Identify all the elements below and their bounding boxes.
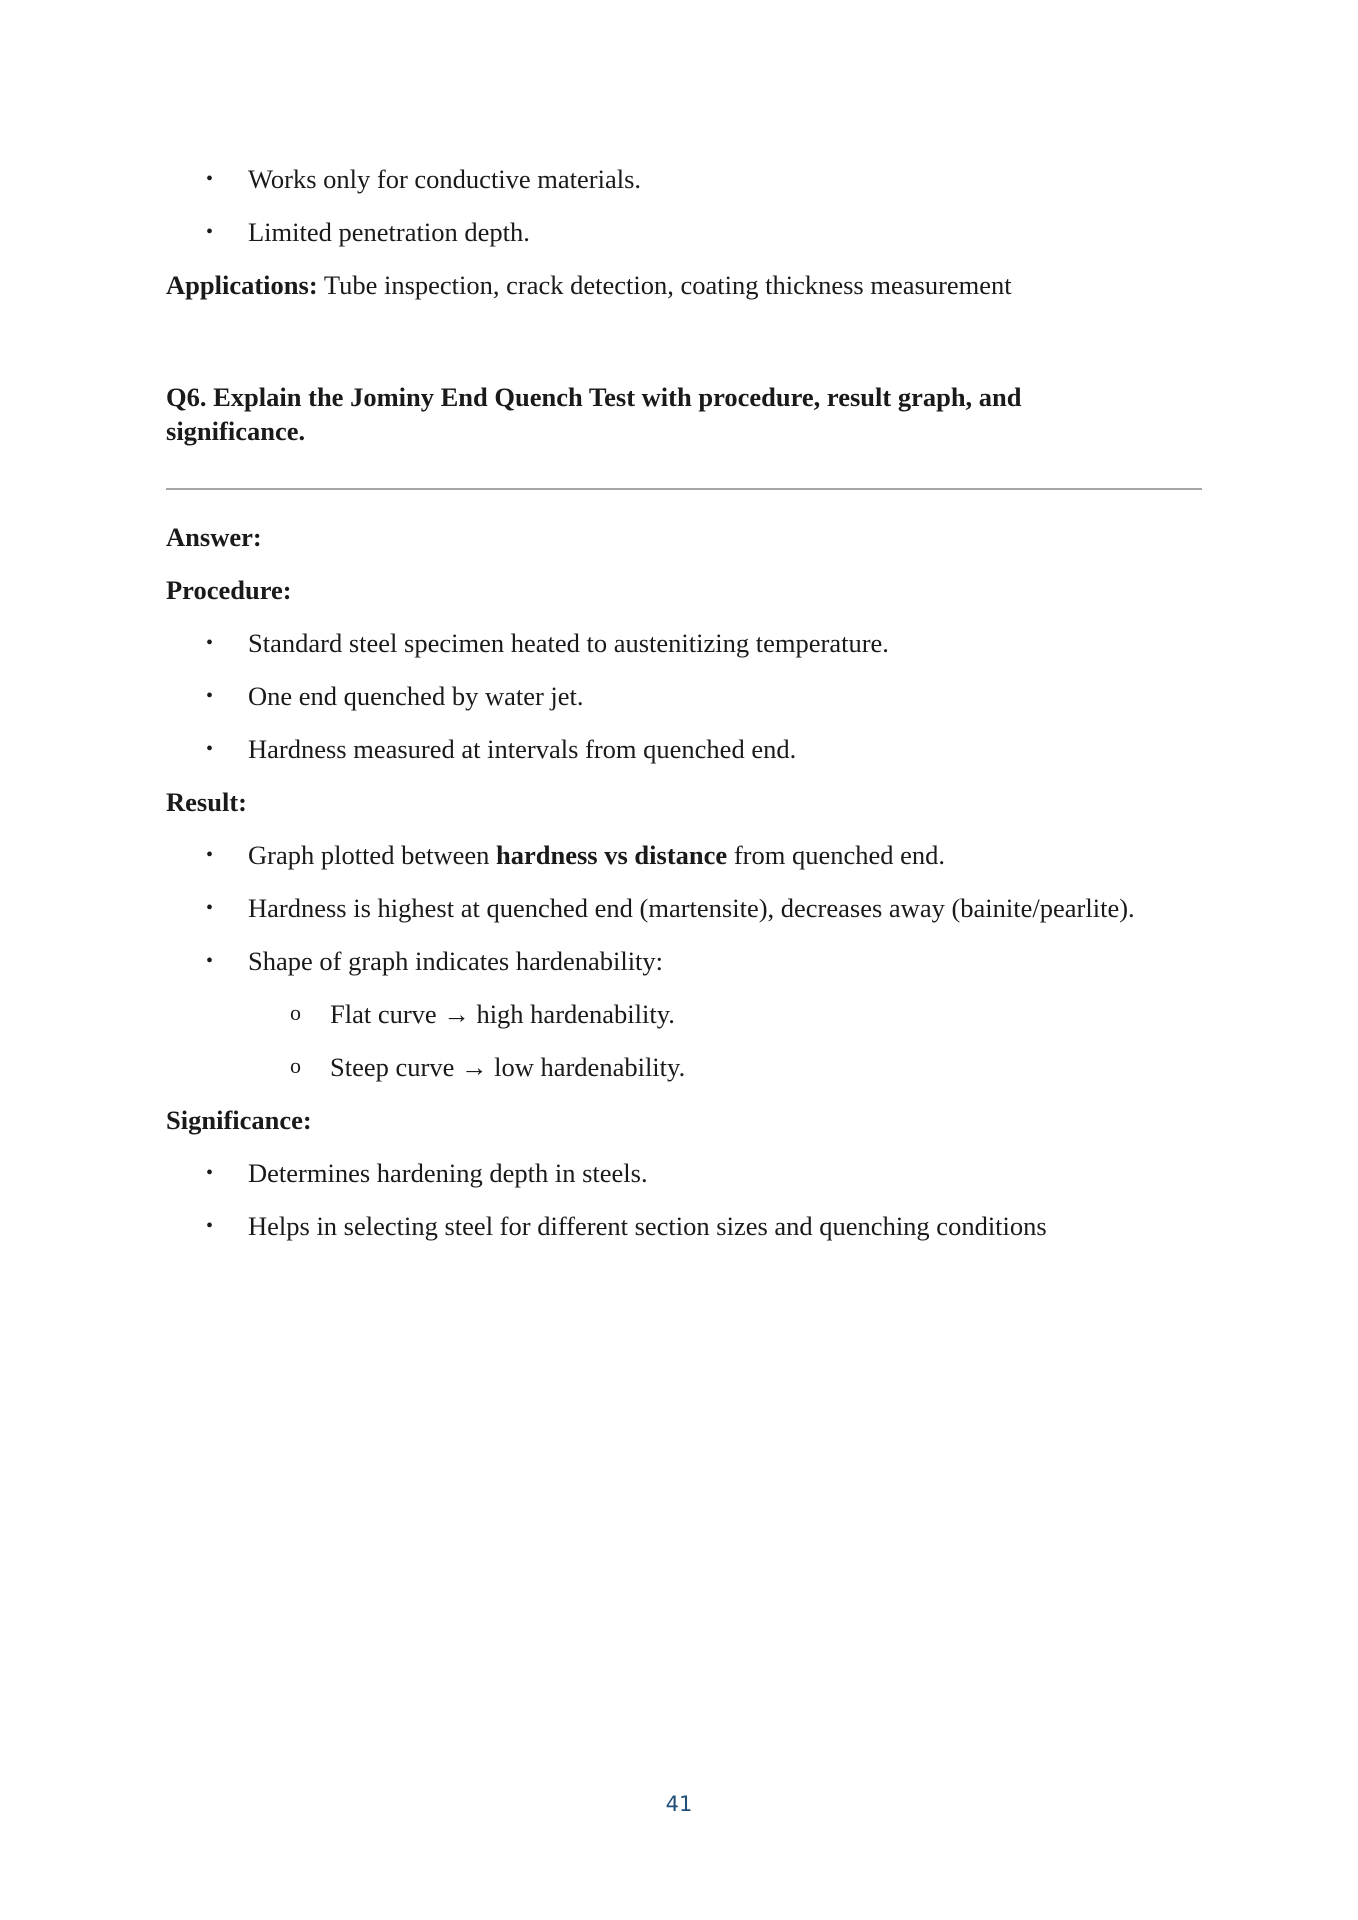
significance-list (166, 1154, 1206, 1245)
sub-list-item (248, 995, 1206, 1033)
list-item-text: Determines hardening depth in steels. (248, 1158, 648, 1188)
list-item-text: Hardness measured at intervals from quenched end. (248, 734, 797, 764)
result-heading: Result: (166, 787, 247, 817)
list-item (166, 624, 1206, 662)
bullet-icon: • (206, 1162, 214, 1184)
sub-list-item-text: Flat curve → high hardenability. (330, 999, 675, 1029)
applications-line (166, 266, 1206, 304)
answer-label: Answer: (166, 522, 262, 552)
applications-text: Tube inspection, crack detection, coating thickness measurement (317, 270, 1012, 300)
list-item-text-post: from quenched end. (727, 840, 945, 870)
list-item-text: Standard steel specimen heated to austenitizing temperature. (248, 628, 889, 658)
sub-list-item (248, 1048, 1206, 1086)
list-item (166, 677, 1206, 715)
list-item (166, 942, 1206, 1086)
procedure-list (166, 624, 1206, 768)
sub-list-item-text: Steep curve → low hardenability. (330, 1052, 686, 1082)
list-item-text: Works only for conductive materials. (248, 164, 642, 194)
list-item (166, 1207, 1206, 1245)
list-item (166, 1154, 1206, 1192)
page-number: 41 (665, 1792, 693, 1816)
list-item-text: One end quenched by water jet. (248, 681, 584, 711)
sub-bullet-icon: o (290, 1000, 301, 1025)
limitations-list (166, 160, 1206, 251)
list-item (166, 213, 1206, 251)
list-item-text: Helps in selecting steel for different section sizes and quenching conditions (248, 1211, 1047, 1241)
list-item-text: Shape of graph indicates hardenability: (248, 946, 664, 976)
horizontal-divider (166, 488, 1202, 490)
bullet-icon: • (206, 950, 214, 972)
bullet-icon: • (206, 1215, 214, 1237)
bullet-icon: • (206, 168, 214, 190)
bullet-icon: • (206, 738, 214, 760)
list-item-text-pre: Graph plotted between (248, 840, 496, 870)
hardenability-sublist (248, 995, 1206, 1086)
result-list (166, 836, 1206, 1086)
list-item (166, 160, 1206, 198)
significance-heading: Significance: (166, 1105, 312, 1135)
list-item-text: Limited penetration depth. (248, 217, 530, 247)
sub-bullet-icon: o (290, 1053, 301, 1078)
list-item (166, 836, 1206, 874)
page-content (166, 160, 1206, 1260)
bullet-icon: • (206, 844, 214, 866)
bullet-icon: • (206, 897, 214, 919)
list-item (166, 889, 1206, 927)
bullet-icon: • (206, 632, 214, 654)
list-item-text: Hardness is highest at quenched end (martensite), decreases away (bainite/pearlite). (248, 893, 1135, 923)
list-item (166, 730, 1206, 768)
procedure-heading: Procedure: (166, 575, 292, 605)
list-item-text-bold: hardness vs distance (496, 840, 728, 870)
bullet-icon: • (206, 685, 214, 707)
bullet-icon: • (206, 221, 214, 243)
question-heading: Q6. Explain the Jominy End Quench Test with procedure, result graph, and significance. (166, 382, 1022, 446)
applications-label: Applications: (166, 270, 318, 300)
